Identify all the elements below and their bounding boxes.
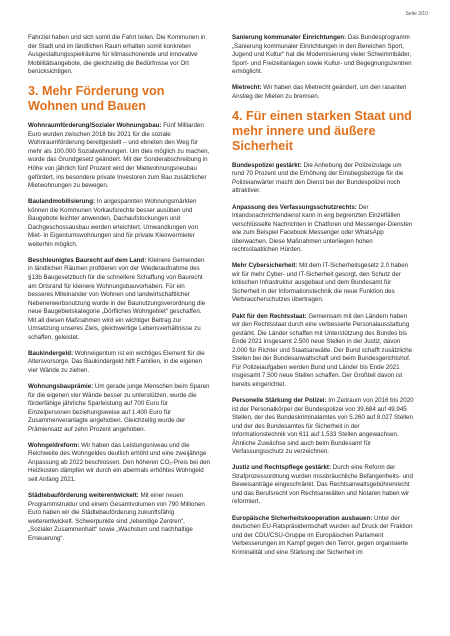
paragraph-text: Fünf Milliarden Euro wurden zwischen 2018 bis 2021 für die soziale Wohnraumförderung bereitgestellt – und ebneten den Weg für mehr als 100.000 Sozialwohnungen. Um dies möglich zu machen, wurde das Grundgesetz geändert. Mit der Sonderabschreibung in Höhe von jährlich fünf Prozent wird der Mietwohnungsneubau gefördert, ins besondere private Investoren zum Bau zusätzlicher Mietwohnungen zu bewegen. <box>28 122 210 190</box>
paragraph <box>232 84 414 101</box>
paragraph <box>28 257 210 342</box>
paragraph-lead: Baulandmobilisierung: <box>28 198 96 206</box>
paragraph <box>28 383 210 434</box>
paragraph <box>232 397 414 457</box>
paragraph <box>28 350 210 376</box>
paragraph <box>232 204 414 255</box>
paragraph-lead: Städtebauförderung weiterentwickelt: <box>28 492 139 500</box>
paragraph <box>28 34 210 77</box>
paragraph <box>232 464 414 507</box>
paragraph-text: Durch eine Reform der Strafprozessordnung wurden missbräuchliche Befangenheits- und Beweisanträge eingeschränkt. Das Rechtsanwaltsgebührenrecht und das Berufsrecht von Rechtsanwälten und Notaren haben wir reformiert. <box>232 464 413 506</box>
paragraph <box>232 162 414 196</box>
paragraph-text: In angespannten Wohnungsmärkten können die Kommunen Vorkaufsrechte besser ausüben und Baugebote leichter anwenden, Dachaufstockungen und Dachgeschossausbau werden erleichtert. Umwandlungen von Miet- in Eigentumswohnungen sind für private Kleinvermieter weiterhin möglich. <box>28 198 198 248</box>
paragraph <box>232 34 414 77</box>
paragraph-lead: Anpassung des Verfassungsschutzrechts: <box>232 203 357 211</box>
paragraph-text: Mit einer neuen Programmstruktur und einem Gesamtvolumen von 790 Millionen Euro haben wir die Städtebauförderung zukunftsfähig weiterentwickelt. Schwerpunkte sind „lebendige Zentren“, „Sozialer Zusammenhalt“ sowie „Wachstum und nachhaltige Erneuerung“. <box>28 492 205 542</box>
paragraph-lead: Wohnungsbauprämie: <box>28 383 94 390</box>
paragraph-text: Wohneigentum ist ein wichtiges Element für die Altersvorsorge. Das Baukindergeld hilft Familien, in die eigenen vier Wände zu ziehen. <box>28 349 205 374</box>
paragraph <box>28 198 210 249</box>
paragraph-lead: Baukindergeld: <box>28 349 74 357</box>
paragraph <box>232 313 414 390</box>
paragraph-text: Um gerade junge Menschen beim Sparen für die eigenen vier Wände besser zu unterstützen, wurde die förderfähige jährliche Sparleistung auf 700 Euro für Einzelpersonen beziehungsweise auf 1.400 Euro für Zusammenveranlagte angehoben. Gleichzeitig wurde der Prämiensatz auf zehn Prozent angehoben. <box>28 383 210 433</box>
paragraph-text: Fahrziel haben und sich somit die Fahrt teilen. Die Kommunen in der Stadt und im ländlichen Raum erhalten somit konkreten Ausgestaltungsspielräume für klimaschonende und innovative Mobilitätsangebote, die gleichzeitig die Bedürfnisse vor Ort berücksichtigen. <box>28 34 206 76</box>
paragraph <box>232 262 414 305</box>
paragraph-lead: Sanierung kommunaler Einrichtungen: <box>232 34 347 41</box>
paragraph-lead: Mehr Cybersicherheit: <box>232 262 298 270</box>
paragraph-text: Mit dem IT-Sicherheitsgesetz 2.0 haben wir für mehr Cyber- und IT-Sicherheit gesorgt, den Schutz der kritischen Infrastruktur ausgebaut und dem Bundesamt für Sicherheit in der Informationstechnik die neue Funktion des Verbraucherschutzes übertragen. <box>232 262 409 304</box>
paragraph <box>28 442 210 485</box>
paragraph <box>232 515 414 558</box>
paragraph-lead: Wohngeldreform: <box>28 441 80 449</box>
paragraph-text: Der Inlandsnachrichtendienst kann in eng begrenzten Einzelfällen verschlüsselte Nachrichten in Chatforen und Messenger-Diensten wie zum Beispiel Facebook Messenger oder WhatsApp überwachen. Diese Maßnahmen unterliegen hohen rechtsstaatlichen Hürden. <box>232 203 413 254</box>
paragraph-text: Kleinere Gemeinden in ländlichen Räumen profitieren von der Wiederaufnahme des §13b Baugesetzbuch für die schnellere Schaffung von Baurecht am Ortsrand für kleinere Wohnungsbauvorhaben. Für ein besseres Miteinander von Wohnen und landwirtschaftlicher Nebenerwerbsnutzung wurde in der Baunutzungsverordnung die neue Baugebietskategorie „Dörfliches Wohngebiet“ geschaffen. Mit all diesen Maßnahmen wird ein wichtiger Beitrag zur Umsetzung unseres Ziels, gleichwertige Lebensverhältnisse zu schaffen, geleistet. <box>28 256 206 341</box>
paragraph-text: Wir haben das Mietrecht geändert, um den rasanten Anstieg der Mieten zu bremsen. <box>232 84 407 100</box>
page-number: Seite 3/10 <box>405 11 428 17</box>
section-heading-wohnen: 3. Mehr Förderung von Wohnen und Bauen <box>28 84 165 114</box>
paragraph <box>28 492 210 543</box>
paragraph-lead: Personelle Stärkung der Polizei: <box>232 396 327 404</box>
paragraph-text: Unter der deutschen EU-Ratspräsidentschaft wurden auf Druck der Fraktion und der CDU/CSU-Gruppe im Europäischen Parlament Verbesserungen im Kampf gegen den Terror, gegen organisierte Kriminalität und eine Stärkung der Sicherheit im <box>232 514 413 556</box>
paragraph-text: Die Anhebung der Polizeizulage um rund 70 Prozent und die Erhöhung der Einstiegsbezüge für die Polizeianwärter macht den Dienst bei der Bundespolizei noch attraktiver. <box>232 161 404 195</box>
paragraph-lead: Bundespolizei gestärkt: <box>232 161 302 169</box>
section-heading-sicherheit: 4. Für einen starken Staat und mehr innere und äußere Sicherheit <box>232 108 412 153</box>
paragraph-lead: Wohnraumförderung/Sozialer Wohnungsbau: <box>28 122 162 130</box>
left-column <box>28 34 210 551</box>
paragraph-text: Gemeinsam mit den Ländern haben wir den Rechtsstaat durch eine verbesserte Personalausstattung gestärkt. Die Länder schaffen mit Unterstützung des Bundes bis Ende 2021 insgesamt 2.500 neue Stellen in der Justiz, davon 2.000 für Richter und Staatsanwälte. Der Bund schafft zusätzliche Stellen bei der Bundesanwaltschaft und beim Bundesgerichtshof. Für Polizeiaufgaben werden Bund und Länder bis Ende 2021 insgesamt 7.500 neue Stellen schaffen. Der Großteil davon ist bereits eingerichtet. <box>232 312 413 388</box>
paragraph-lead: Beschleunigtes Baurecht auf dem Land: <box>28 256 147 264</box>
paragraph-lead: Justiz und Rechtspflege gestärkt: <box>232 464 332 472</box>
paragraph-lead: Mietrecht: <box>232 84 262 92</box>
paragraph-text: Das Bundesprogramm „Sanierung kommunaler Einrichtungen in den Bereichen Sport, Jugend und Kultur“ hat die Modernisierung vieler Schwimmbäder, Sport- und Freizeitanlagen sowie Kultur- und Begegnungszentren ermöglicht. <box>232 34 412 76</box>
paragraph-lead: Pakt für den Rechtsstaat: <box>232 312 307 320</box>
paragraph <box>28 122 210 190</box>
paragraph-lead: Europäische Sicherheitskooperation ausbauen: <box>232 514 373 522</box>
paragraph-text: Wir haben das Leistungsniveau und die Reichweite des Wohngeldes deutlich erhöht und eine zweijährige Anpassung ab 2022 beschlossen. Den höheren CO₂-Preis bei den Heizkosten dämpfen wir durch ein abermals erhöhtes Wohngeld seit Anfang 2021. <box>28 441 210 483</box>
right-column <box>232 34 414 565</box>
paragraph-text: Im Zeitraum von 2016 bis 2020 ist der Personalkörper der Bundespolizei von 39.684 auf 49.945 Stellen, der des Bundeskriminalamtes von 5.260 auf 8.027 Stellen und der des Bundesamtes für Sicherheit in der Informationstechnik von 611 auf 1.533 Stellen angewachsen. Ähnliche Zuwächse sind auch beim Bundesamt für Verfassungsschutz zu verzeichnen. <box>232 396 414 456</box>
